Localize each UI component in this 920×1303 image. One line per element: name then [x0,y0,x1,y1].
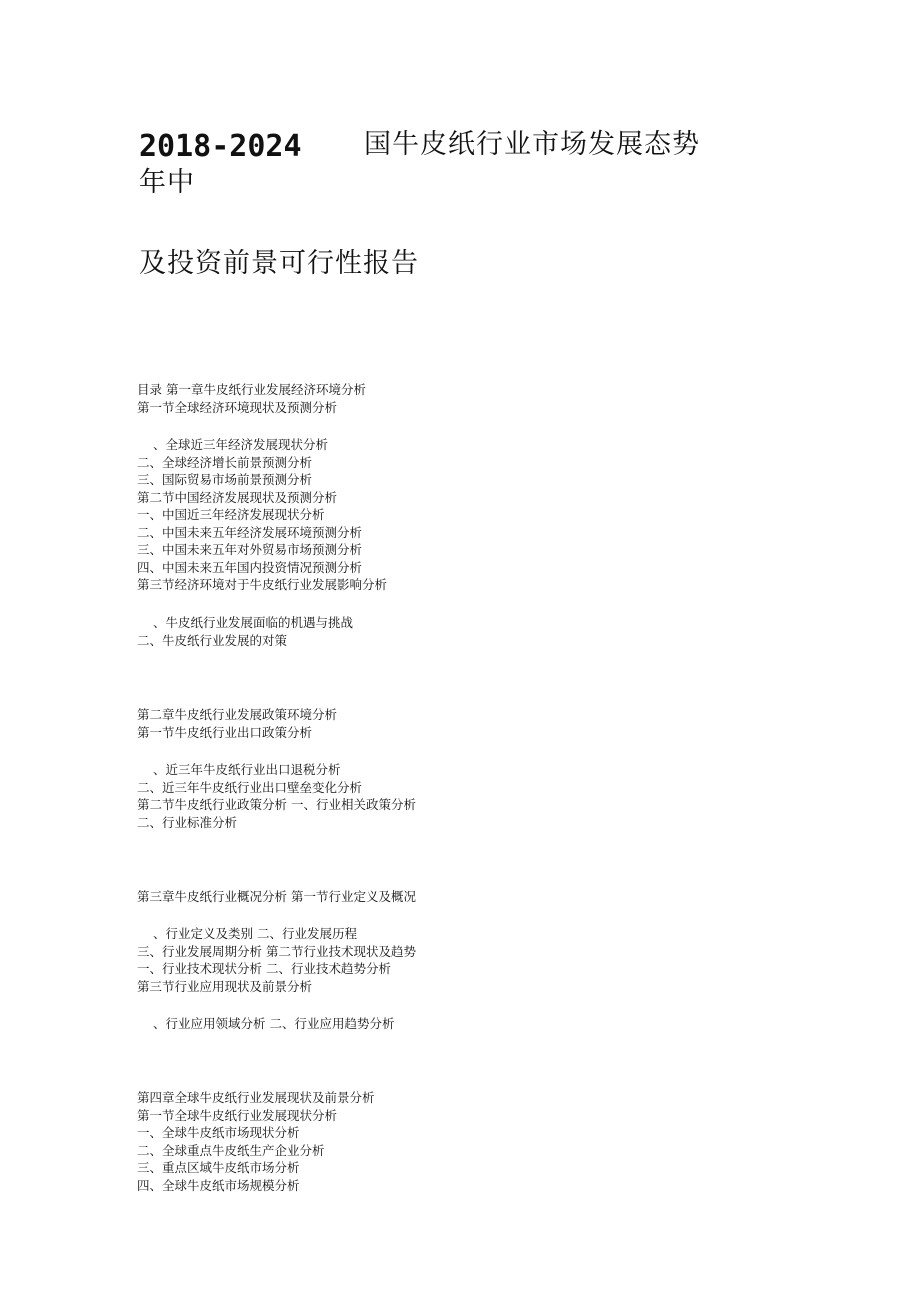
toc-line: 二、牛皮纸行业发展的对策 [137,632,288,648]
title-year-suffix: 年中 [139,167,195,198]
toc-line: 目录 第一章牛皮纸行业发展经济环境分析 [137,382,366,397]
toc-block-4 [137,706,337,741]
toc-line: 、行业应用领域分析 二、行业应用趋势分析 [153,1016,395,1031]
toc-line: 、行业定义及类别 二、行业发展历程 [153,926,357,941]
toc-line: 第一节全球牛皮纸行业发展现状分析 [137,1107,338,1123]
toc-line: 二、中国未来五年经济发展环境预测分析 [137,524,363,540]
title-year-range: 2018-2024 [139,129,302,164]
toc-line: 第二节牛皮纸行业政策分析 一、行业相关政策分析 [137,797,416,812]
toc-block-7 [137,925,416,995]
toc-line: 一、中国近三年经济发展现状分析 [137,507,325,522]
toc-line: 四、中国未来五年国内投资情况预测分析 [137,559,363,575]
toc-line: 三、行业发展周期分析 第二节行业技术现状及趋势 [137,943,416,959]
toc-line: 第三节行业应用现状及前景分析 [137,978,313,994]
toc-line: 二、近三年牛皮纸行业出口壁垒变化分析 [137,779,363,795]
toc-line: 三、中国未来五年对外贸易市场预测分析 [137,542,363,557]
toc-line: 第三节经济环境对于牛皮纸行业发展影响分析 [137,577,388,592]
toc-block-6 [137,888,416,906]
toc-line: 二、行业标准分析 [137,814,238,830]
toc-line: 一、行业技术现状分析 二、行业技术趋势分析 [137,961,391,976]
toc-line: 第四章全球牛皮纸行业发展现状及前景分析 [137,1090,375,1105]
toc-line: 第一节全球经济环境现状及预测分析 [137,399,338,415]
toc-line: 第二章牛皮纸行业发展政策环境分析 [137,707,338,722]
toc-line: 第三章牛皮纸行业概况分析 第一节行业定义及概况 [137,889,416,904]
toc-line: 四、全球牛皮纸市场规模分析 [137,1177,300,1193]
toc-block-8 [137,1015,394,1033]
toc-line: 、全球近三年经济发展现状分析 [153,437,329,452]
title-line1-rest: 国牛皮纸行业市场发展态势 [364,129,700,160]
toc-line: 、近三年牛皮纸行业出口退税分析 [153,762,341,777]
toc-line: 一、全球牛皮纸市场现状分析 [137,1125,300,1140]
toc-block-2 [137,436,387,594]
toc-line: 二、全球重点牛皮纸生产企业分析 [137,1142,325,1158]
toc-block-3 [137,614,353,649]
toc-block-5 [137,761,416,831]
title-line2: 及投资前景可行性报告 [139,248,419,279]
toc-block-1 [137,381,366,416]
toc-line: 三、重点区域牛皮纸市场分析 [137,1160,300,1175]
toc-block-9 [137,1089,375,1194]
toc-line: 第二节中国经济发展现状及预测分析 [137,489,338,505]
toc-line: 三、国际贸易市场前景预测分析 [137,472,313,487]
toc-line: 第一节牛皮纸行业出口政策分析 [137,724,313,740]
toc-line: 、牛皮纸行业发展面临的机遇与挑战 [153,615,354,630]
toc-line: 二、全球经济增长前景预测分析 [137,454,313,470]
